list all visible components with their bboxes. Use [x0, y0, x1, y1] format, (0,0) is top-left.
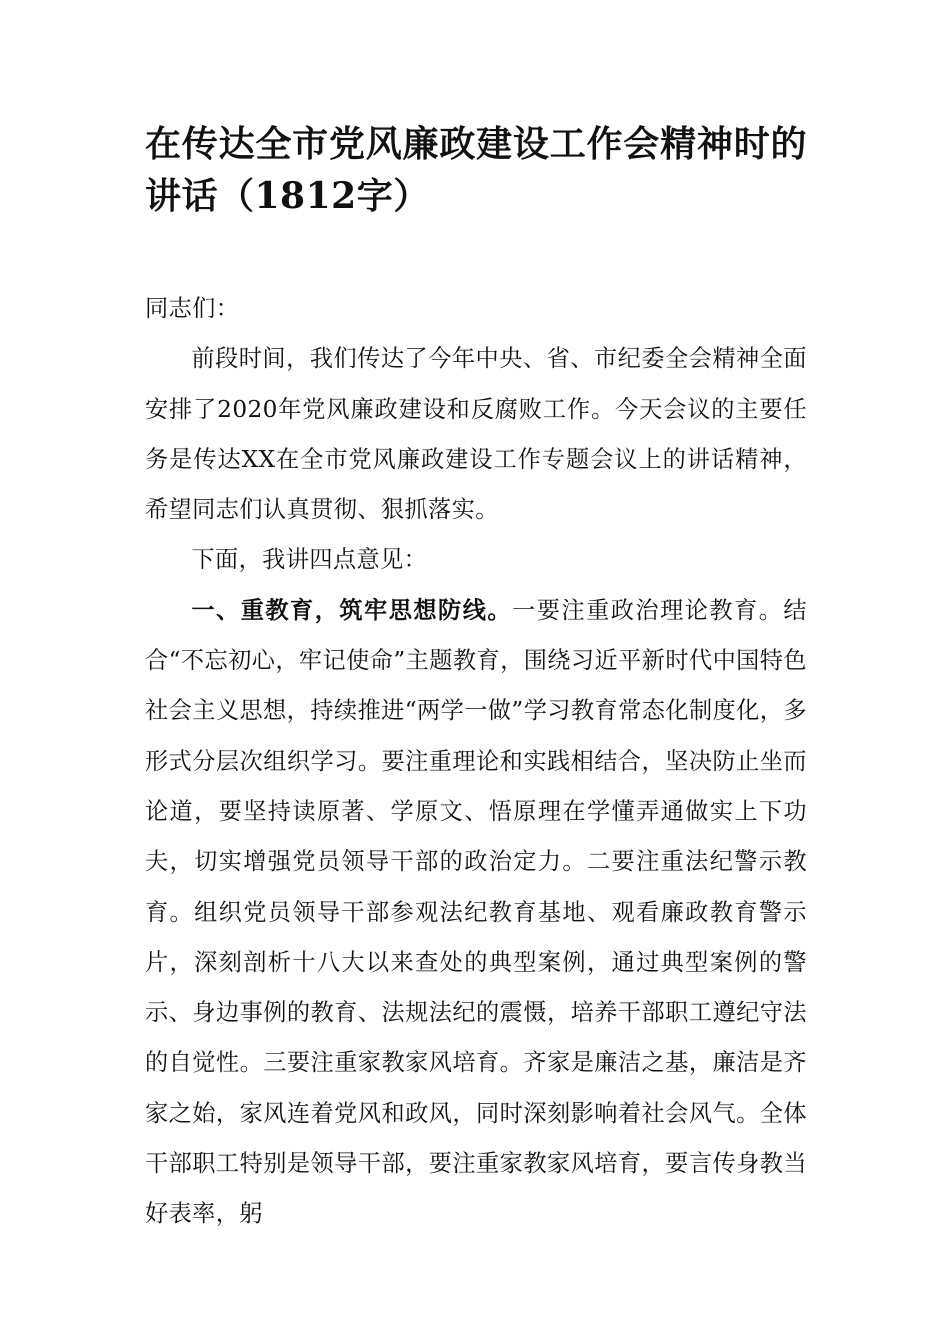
point-two-label: 二要注重法纪警示教育。: [145, 848, 807, 926]
salutation: 同志们：: [145, 295, 240, 322]
point-three-text: 齐家是廉洁之基，廉洁是齐家之始，家风连着党风和政风，同时深刻影响着社会风气。全体干部职工特别是领导干部，要注重家教家风培育，要言传身教当好表率，躬: [145, 1049, 808, 1228]
document-body: [145, 284, 807, 1240]
document-page: [145, 118, 807, 1240]
section-one-heading: 一、重教育，筑牢思想防线。: [191, 596, 513, 624]
paragraph-outline: 下面，我讲四点意见：: [191, 546, 428, 574]
point-one-label: 一要注重政治理论教育。: [512, 596, 784, 624]
point-two-text: 组织党员领导干部参观法纪教育基地、观看廉政教育警示片，深刻剖析十八大以来查处的典型案例，通过典型案例的警示、身边事例的教育、法规法纪的震慑，培养干部职工遵纪守法的自觉性。: [145, 898, 807, 1077]
section-one-paragraph: [145, 586, 807, 1240]
document-title: 在传达全市党风廉政建设工作会精神时的讲话（1812字）: [145, 123, 807, 217]
paragraph-intro: 前段时间，我们传达了今年中央、省、市纪委全会精神全面安排了2020年党风廉政建设和反腐败工作。今天会议的主要任务是传达XX在全市党风廉政建设工作专题会议上的讲话精神，希望同志们认真贯彻、狠抓落实。: [145, 345, 807, 524]
point-three-label: 三要注重家教家风培育。: [263, 1049, 524, 1077]
point-one-text: 结合“不忘初心，牢记使命”主题教育，围绕习近平新时代中国特色社会主义思想，持续推进“两学一做”学习教育常态化制度化，多形式分层次组织学习。要注重理论和实践相结合，坚决防止坐而论道，要坚持读原著、学原文、悟原理在学懂弄通做实上下功夫，切实增强党员领导干部的政治定力。: [145, 596, 807, 876]
